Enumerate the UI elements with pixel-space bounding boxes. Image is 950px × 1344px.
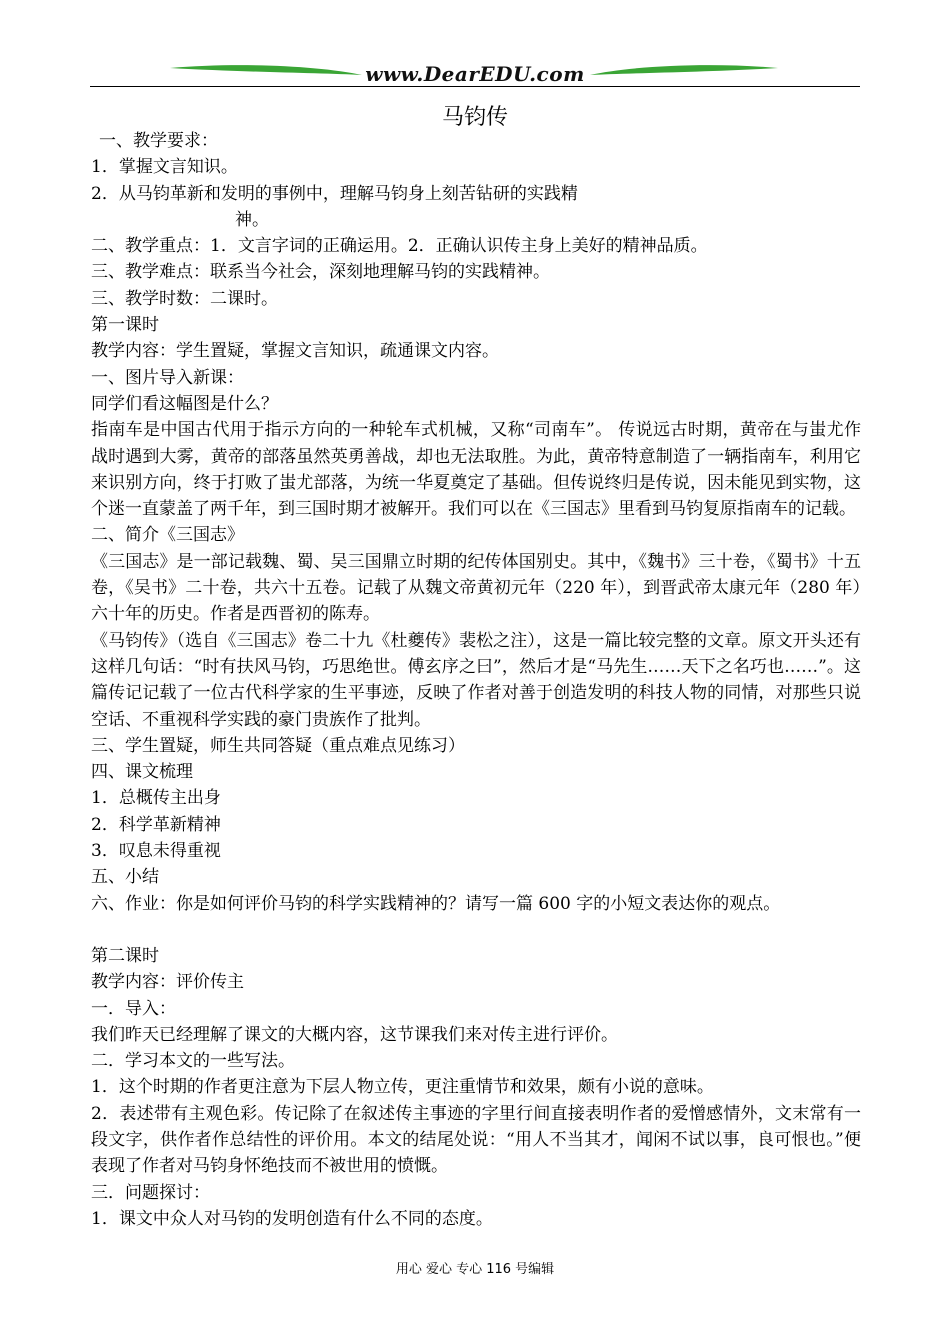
site-header-banner bbox=[90, 58, 860, 92]
paragraph-majun-zhuan: 《马钧传》（选自《三国志》卷二十九《杜夔传》裴松之注），这是一篇比较完整的文章。原文开头还有这样几句话：“时有扶风马钧，巧思绝世。傅玄序之曰”，然后才是“马先生……天下之名巧也……”。这篇传记记载了一位古代科学家的生平事迹，反映了作者对善于创造发明的科技人物的同情，对那些只说空话、不重视科学实践的豪门贵族作了批判。 bbox=[91, 630, 861, 730]
paragraph-sanguozhi: 《三国志》是一部记载魏、蜀、吴三国鼎立时期的纪传体国别史。其中，《魏书》三十卷，《蜀书》十五卷，《吴书》二十卷，共六十五卷。记载了从魏文帝黄初元年（220 年），到晋武帝太康元年（280 年）六十年的历史。作者是西晋初的陈寿。 bbox=[91, 551, 861, 625]
header-rule bbox=[90, 86, 860, 87]
paragraph: 我们昨天已经理解了课文的大概内容，这节课我们来对传主进行评价。 bbox=[91, 1024, 618, 1045]
paragraph: 同学们看这幅图是什么？ bbox=[91, 393, 278, 414]
list-item: 3．叹息未得重视 bbox=[91, 841, 221, 862]
section-heading: 三、教学难点：联系当今社会，深刻地理解马钧的实践精神。 bbox=[91, 262, 550, 283]
lesson-content: 教学内容：学生置疑，掌握文言知识，疏通课文内容。 bbox=[91, 341, 499, 362]
page-footer: 用心 爱心 专心 116 号编辑 bbox=[395, 1262, 555, 1277]
lesson-heading: 第一课时 bbox=[91, 315, 159, 336]
section-heading: 二、教学重点：1．文言字词的正确运用。2．正确认识传主身上美好的精神品质。 bbox=[91, 236, 708, 257]
list-item: 2．从马钧革新和发明的事例中，理解马钧身上刻苦钻研的实践精 bbox=[91, 183, 578, 204]
lesson-heading: 第二课时 bbox=[91, 945, 159, 966]
site-logo-text: www.DearEDU.com bbox=[365, 62, 585, 86]
document-body bbox=[91, 128, 861, 1232]
list-item: 2．表述带有主观色彩。传记除了在叙述传主事迹的字里行间直接表明作者的爱憎感情外，文末常有一段文字，供作者作总结性的评价用。本文的结尾处说：“用人不当其才，闻闲不试以事，良可恨也。”便表现了作者对马钧身怀绝技而不被世用的愤慨。 bbox=[91, 1103, 861, 1177]
section-heading: 三、教学时数：二课时。 bbox=[91, 288, 278, 309]
list-item: 1．这个时期的作者更注意为下层人物立传，更注重情节和效果，颇有小说的意味。 bbox=[91, 1077, 714, 1098]
section-heading: 四、课文梳理 bbox=[91, 762, 193, 783]
section-heading: 二．学习本文的一些写法。 bbox=[91, 1051, 295, 1072]
section-heading: 一．导入： bbox=[91, 998, 176, 1019]
blank-line bbox=[91, 917, 861, 943]
paragraph-compass-cart: 指南车是中国古代用于指示方向的一种轮车式机械，又称“司南车”。 传说远古时期，黄帝在与蚩尤作战时遇到大雾，黄帝的部落虽然英勇善战，却也无法取胜。为此，黄帝特意制造了一辆指南车，利用它来识别方向，终于打败了蚩尤部落，为统一华夏奠定了基础。但传说终归是传说，因未能见到实物，这个迷一直蒙盖了两千年，到三国时期才被解开。我们可以在《三国志》里看到马钧复原指南车的记载。 bbox=[91, 420, 861, 520]
list-item-continuation: 神。 bbox=[235, 209, 269, 230]
section-heading: 二、简介《三国志》 bbox=[91, 525, 244, 546]
section-heading: 三、学生置疑，师生共同答疑（重点难点见练习） bbox=[91, 735, 465, 756]
list-item: 1．掌握文言知识。 bbox=[91, 157, 238, 178]
list-item: 2．科学革新精神 bbox=[91, 814, 221, 835]
homework: 六、作业：你是如何评价马钧的科学实践精神的？请写一篇 600 字的小短文表达你的观点。 bbox=[91, 893, 781, 914]
section-heading: 五、小结 bbox=[91, 867, 159, 888]
list-item: 1．课文中众人对马钧的发明创造有什么不同的态度。 bbox=[91, 1208, 493, 1229]
lesson-content: 教学内容：评价传主 bbox=[91, 972, 244, 993]
section-heading: 一、教学要求： bbox=[99, 131, 218, 151]
list-item: 1．总概传主出身 bbox=[91, 788, 221, 809]
section-heading: 三．问题探讨： bbox=[91, 1182, 210, 1203]
section-heading: 一、图片导入新课： bbox=[91, 367, 244, 388]
document-title: 马钧传 bbox=[441, 105, 508, 130]
